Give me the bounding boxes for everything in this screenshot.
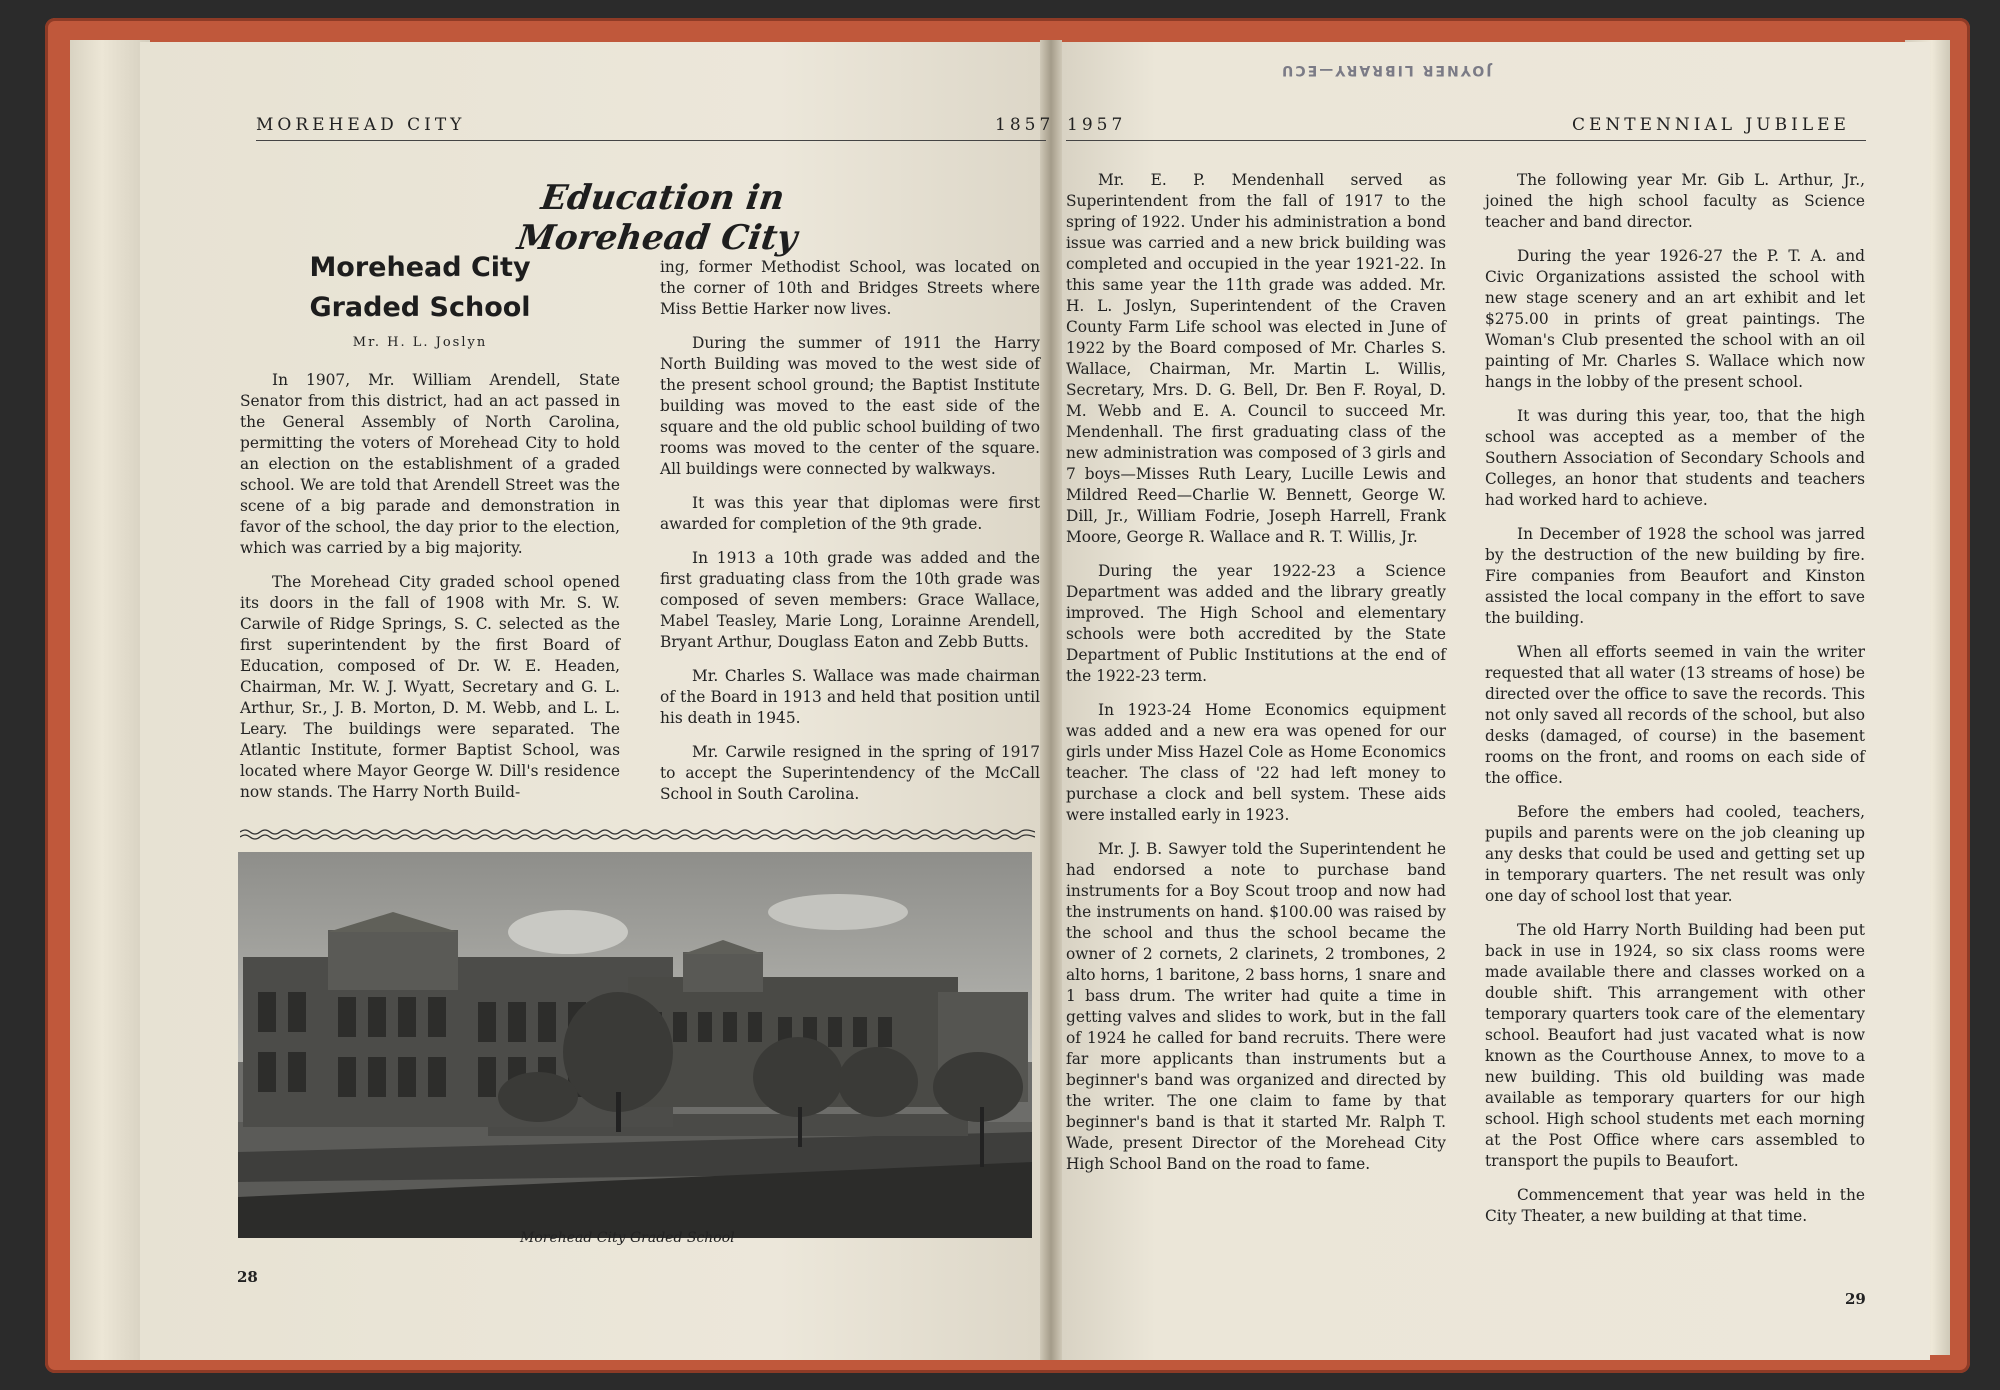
page-number-left: 28	[237, 1268, 258, 1286]
paragraph: In December of 1928 the school was jarred by the destruction of the new building by fire. Fire companies from Beaufort and Kinston assisted the local company in the effort to save the building.	[1485, 525, 1865, 627]
book-gutter	[1040, 40, 1062, 1360]
paragraph: In 1907, Mr. William Arendell, State Senator from this district, had an act passed in the General Assembly of North Carolina, permitting the voters of Morehead City to hold an election on the establishment of a graded school. We are told that Arendell Street was the scene of a big parade and demonstration in favor of the school, the day prior to the election, which was carried by a big majority.	[240, 371, 620, 557]
paragraph: Before the embers had cooled, teachers, pupils and parents were on the job cleaning up any desks that could be used and getting set up in temporary quarters. The net result was only one day of school lost that year.	[1485, 803, 1865, 905]
photo-caption: Morehead City Graded School	[520, 1230, 735, 1246]
paragraph: Mr. E. P. Mendenhall served as Superintendent from the fall of 1917 to the spring of 1922. Under his administration a bond issue was carried and a new brick building was completed and occupied in the year 1921-22. In this same year the 11th grade was added. Mr. H. L. Joslyn, Superintendent of the Craven County Farm Life school was elected in June of 1922 by the Board composed of Mr. Charles S. Wallace, Chairman, Mr. Martin L. Willis, Secretary, Mrs. D. G. Bell, Dr. Ben F. Royal, D. M. Webb and E. A. Council to succeed Mr. Mendenhall. The first graduating class of the new administration was composed of 3 girls and 7 boys—Misses Ruth Leary, Lucille Lewis and Mildred Reed—Charlie W. Bennett, George W. Dill, Jr., William Fodrie, Joseph Harrell, Frank Moore, George R. Wallace and R. T. Willis, Jr.	[1066, 171, 1446, 546]
running-head-left: MOREHEAD CITY	[256, 115, 466, 135]
byline: Mr. H. L. Joslyn	[352, 335, 488, 350]
header-rule-right	[1066, 140, 1866, 141]
paragraph: During the summer of 1911 the Harry North Building was moved to the west side of the present school ground; the Baptist Institute building was moved to the east side of the square and the old public school building of two rooms was moved to the center of the square. All buildings were connected by walkways.	[660, 334, 1040, 478]
paragraph: During the year 1926-27 the P. T. A. and Civic Organizations assisted the school with new stage scenery and an art exhibit and let $275.00 in prints of great paintings. The Woman's Club presented the school with an oil painting of Mr. Charles S. Wallace which now hangs in the lobby of the present school.	[1485, 247, 1865, 391]
paragraph: Mr. J. B. Sawyer told the Superintendent he had endorsed a note to purchase band instruments for a Boy Scout troop and now had the instruments on hand. $100.00 was raised by the school and thus the school became the owner of 2 cornets, 2 clarinets, 2 trombones, 2 alto horns, 1 baritone, 2 bass horns, 1 snare and 1 bass drum. The writer had quite a time in getting valves and slides to work, but in the fall of 1924 he called for band recruits. There were far more applicants than instruments but a beginner's band was organized and directed by the writer. The one claim to fame by that beginner's band is that it started Mr. Ralph T. Wade, present Director of the Morehead City High School Band on the road to fame.	[1066, 840, 1446, 1173]
page-number-right: 29	[1845, 1290, 1866, 1308]
running-head-left-year: 1857	[995, 115, 1055, 135]
column-left-2	[660, 257, 1040, 818]
paragraph: It was during this year, too, that the high school was accepted as a member of the Southern Association of Secondary Schools and Colleges, an honor that students and teachers had worked hard to achieve.	[1485, 407, 1865, 509]
article-heading: Morehead City Graded School	[309, 252, 531, 323]
wavy-divider	[240, 828, 1035, 840]
paragraph: The old Harry North Building had been put back in use in 1924, so six class rooms were made available there and classes worked on a double shift. This arrangement with other temporary quarters took care of the elementary school. Beaufort had just vacated what is now known as the Courthouse Annex, to move to a new building. This old building was made available as temporary quarters for our high school. High school students met each morning at the Post Office where cars assembled to transport the pupils to Beaufort.	[1485, 921, 1865, 1170]
paragraph: ing, former Methodist School, was located on the corner of 10th and Bridges Streets where Miss Bettie Harker now lives.	[660, 258, 1040, 318]
paragraph: In 1923-24 Home Economics equipment was added and a new era was opened for our girls under Miss Hazel Cole as Home Economics teacher. The class of '22 had left money to purchase a clock and bell system. These aids were installed early in 1923.	[1066, 701, 1446, 824]
paragraph: When all efforts seemed in vain the writer requested that all water (13 streams of hose) be directed over the office to save the records. This not only saved all records of the school, but also desks (damaged, of course) in the basement rooms on the front, and rooms on each side of the office.	[1485, 643, 1865, 787]
paragraph: It was this year that diplomas were first awarded for completion of the 9th grade.	[660, 494, 1040, 533]
paragraph: Mr. Charles S. Wallace was made chairman of the Board in 1913 and held that position until his death in 1945.	[660, 667, 1040, 727]
paragraph: During the year 1922-23 a Science Department was added and the library greatly improved. The High School and elementary schools were both accredited by the State Department of Public Institutions at the end of the 1922-23 term.	[1066, 562, 1446, 685]
paragraph: Commencement that year was held in the City Theater, a new building at that time.	[1485, 1186, 1865, 1225]
running-head-right-year: 1957	[1067, 115, 1127, 135]
header-rule-left	[256, 140, 1046, 141]
paragraph: The following year Mr. Gib L. Arthur, Jr., joined the high school faculty as Science teacher and band director.	[1485, 171, 1865, 231]
column-left-1	[240, 370, 620, 816]
page-edges-left	[70, 40, 150, 1360]
paragraph: The Morehead City graded school opened its doors in the fall of 1908 with Mr. S. W. Carwile of Ridge Springs, S. C. selected as the first superintendent by the first Board of Education, composed of Dr. W. E. Headen, Chairman, Mr. W. J. Wyatt, Secretary and G. L. Arthur, Sr., J. B. Morton, D. M. Webb, and L. L. Leary. The buildings were separated. The Atlantic Institute, former Baptist School, was located where Mayor George W. Dill's residence now stands. The Harry North Build-	[240, 573, 620, 801]
column-right-2	[1485, 170, 1865, 1240]
library-stamp: JOYNER LIBRARY—ECU	[1280, 62, 1492, 78]
column-right-1	[1066, 170, 1446, 1188]
paragraph: In 1913 a 10th grade was added and the first graduating class from the 10th grade was composed of seven members: Grace Wallace, Mabel Teasley, Marie Long, Lorainne Arendell, Bryant Arthur, Douglass Eaton and Zebb Butts.	[660, 549, 1040, 651]
running-head-right: CENTENNIAL JUBILEE	[1572, 115, 1850, 135]
paragraph: Mr. Carwile resigned in the spring of 1917 to accept the Superintendency of the McCall School in South Carolina.	[660, 743, 1040, 803]
school-photo	[238, 852, 1032, 1238]
page-title: Education in Morehead City	[514, 178, 800, 258]
